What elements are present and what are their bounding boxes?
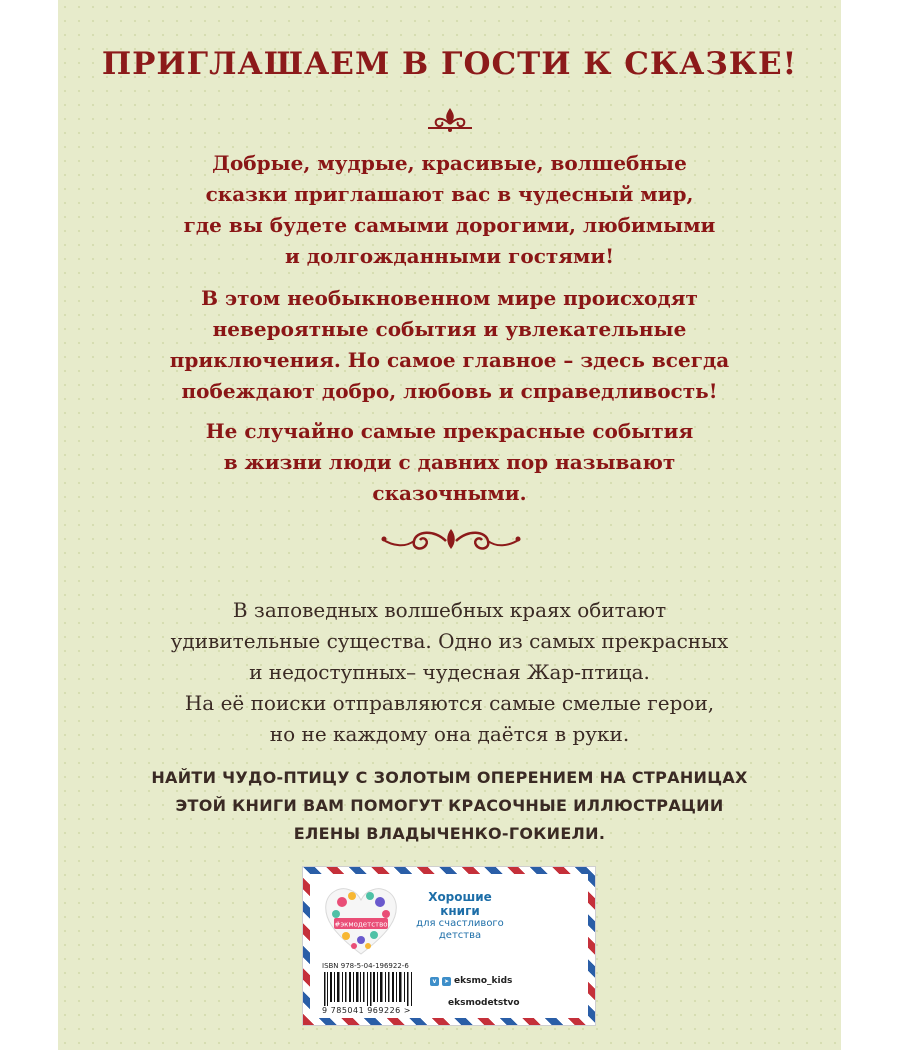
postcard-label [302,866,596,1026]
paragraph-world [58,283,841,407]
social-row [430,974,512,988]
text-line: и недоступных– чудесная Жар-птица. [249,660,650,684]
barcode-icon [322,972,418,1008]
social-handle-text: eksmo_kids [454,976,513,986]
slogan-line: для счастливого [416,918,504,929]
text-line: ЭТОЙ КНИГИ ВАМ ПОМОГУТ КРАСОЧНЫЕ ИЛЛЮСТРАЦИИ [175,796,724,815]
heart-logo-icon [322,884,400,958]
paragraph-firebird [58,595,841,750]
heart-logo-text: #экмодетство [334,920,388,929]
text-line: удивительные существа. Одно из самых прекрасных [170,629,729,653]
social-handles [430,974,512,988]
text-line: побеждают добро, любовь и справедливость! [181,379,718,403]
text-line: и долгожданными гостями! [284,244,615,268]
paragraph-illustrator [58,764,841,848]
ornament-top-icon [418,104,482,134]
text-line: Не случайно самые прекрасные события [205,419,694,443]
slogan [414,890,506,942]
text-line: В заповедных волшебных краях обитают [232,598,667,622]
slogan-line: книги [440,904,480,918]
slogan-line: детства [438,930,482,941]
text-line: приключения. Но самое главное – здесь всегда [169,348,730,372]
text-line: На её поиски отправляются самые смелые герои, [184,691,715,715]
postcard-inner [310,874,588,1018]
paragraph-invitation [58,148,841,272]
book-back-cover [58,0,841,1050]
vk-icon: v [430,977,439,986]
text-line: невероятные события и увлекательные [212,317,687,341]
text-line: в жизни люди с давних пор называют [223,450,676,474]
text-line: В этом необыкновенном мире происходят [201,286,698,310]
text-line: сказки приглашают вас в чудесный мир, [205,182,694,206]
cover-title: ПРИГЛАШАЕМ В ГОСТИ К СКАЗКЕ! [101,46,798,82]
isbn-text: ISBN 978-5-04-196922-6 [322,962,409,970]
paragraph-fairytale-events [58,416,841,509]
text-line: ЕЛЕНЫ ВЛАДЫЧЕНКО-ГОКИЕЛИ. [293,824,606,843]
text-line: сказочными. [372,481,527,505]
text-line: но не каждому она даётся в руки. [269,722,630,746]
text-line: НАЙТИ ЧУДО-ПТИЦУ С ЗОЛОТЫМ ОПЕРЕНИЕМ НА СТРАНИЦАХ [151,768,748,787]
barcode-number: 9 785041 969226 > [322,1006,411,1015]
slogan-line: Хорошие [428,890,492,904]
telegram-icon: ➤ [443,977,450,985]
site-name: eksmodetstvo [448,998,520,1008]
text-line: где вы будете самыми дорогими, любимыми [183,213,716,237]
text-line: Добрые, мудрые, красивые, волшебные [212,151,687,175]
ornament-divider-icon [376,521,526,557]
